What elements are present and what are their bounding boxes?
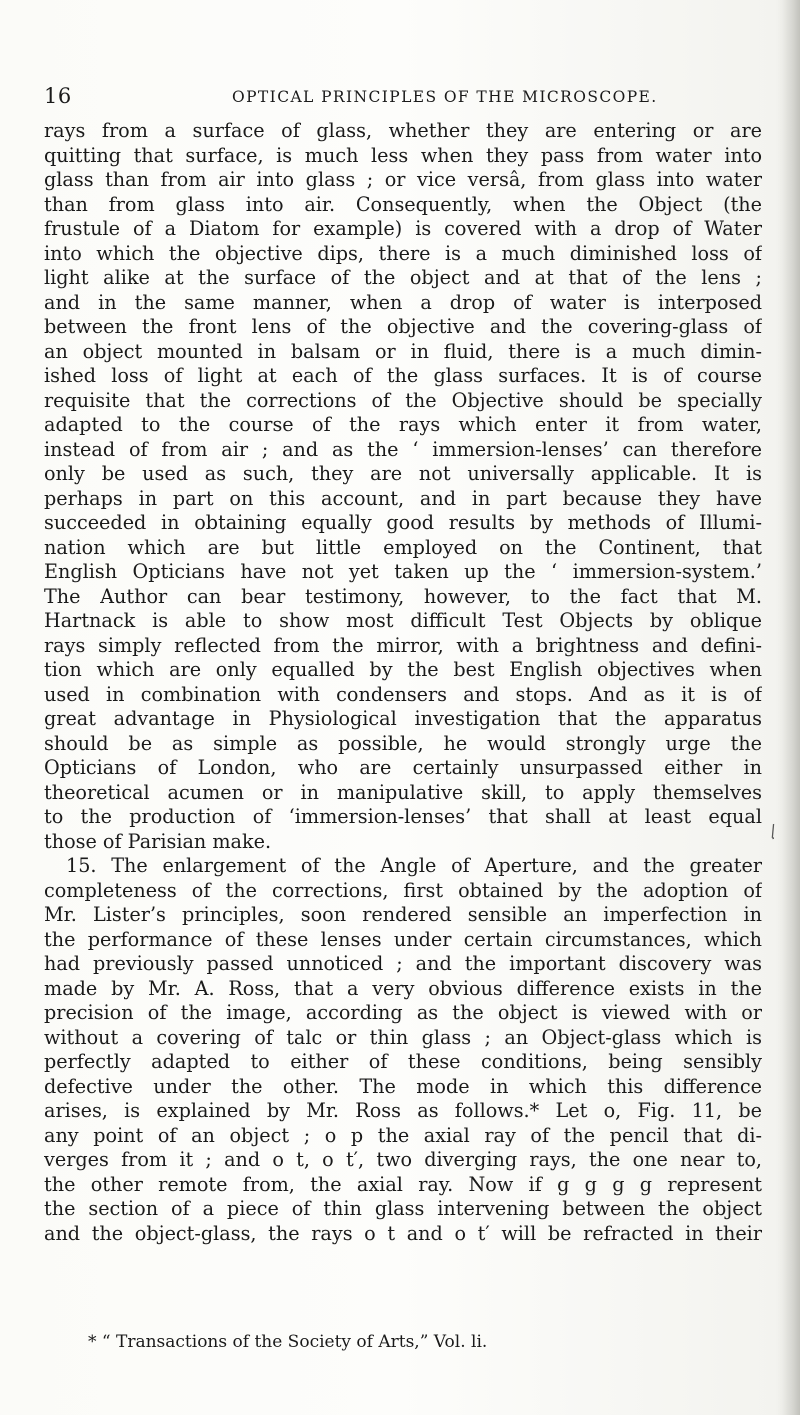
text-line: quitting that surface, is much less when they pass from water into xyxy=(44,143,762,167)
page-number: 16 xyxy=(44,84,72,108)
text-line: succeeded in obtaining equally good results by methods of Illumi- xyxy=(44,511,762,534)
text-line: glass than from air into glass ; or vice versâ, from glass into water xyxy=(44,168,762,191)
text-line: to the production of ‘immersion-lenses’ that shall at least equal xyxy=(44,805,762,828)
text-line: perhaps in part on this account, and in part because they have xyxy=(44,486,762,510)
text-line: rays simply reflected from the mirror, with a brightness and defini- xyxy=(44,633,762,657)
text-line: the performance of these lenses under certain circumstances, which xyxy=(44,927,762,951)
text-line: defective under the other. The mode in which this difference xyxy=(44,1074,762,1098)
body-text xyxy=(44,119,762,1246)
text-line: arises, is explained by Mr. Ross as follows.* Let o, Fig. 11, be xyxy=(44,1099,762,1122)
text-line: instead of from air ; and as the ‘ immersion-lenses’ can therefore xyxy=(44,437,762,461)
text-line: theoretical acumen or in manipulative skill, to apply themselves xyxy=(44,780,762,804)
text-line: adapted to the course of the rays which enter it from water, xyxy=(44,413,762,436)
text-line: and in the same manner, when a drop of water is interposed xyxy=(44,290,762,314)
text-line: frustule of a Diatom for example) is covered with a drop of Water xyxy=(44,217,762,240)
footnote: * “ Transactions of the Society of Arts,” Vol. li. xyxy=(88,1332,488,1352)
text-line: than from glass into air. Consequently, when the Object (the xyxy=(44,192,762,216)
text-line: should be as simple as possible, he would strongly urge the xyxy=(44,731,762,755)
text-line: verges from it ; and o t, o t′, two diverging rays, the one near to, xyxy=(44,1148,762,1171)
text-line: great advantage in Physiological investigation that the apparatus xyxy=(44,707,762,730)
text-line: had previously passed unnoticed ; and the important discovery was xyxy=(44,952,762,975)
text-line: English Opticians have not yet taken up the ‘ immersion-system.’ xyxy=(44,560,762,583)
text-line: perfectly adapted to either of these conditions, being sensibly xyxy=(44,1050,762,1073)
text-line: made by Mr. A. Ross, that a very obvious difference exists in the xyxy=(44,976,762,1000)
page-edge-shadow xyxy=(782,0,800,1415)
text-line: Hartnack is able to show most difficult Test Objects by oblique xyxy=(44,609,762,632)
running-title: OPTICAL PRINCIPLES OF THE MICROSCOPE. xyxy=(232,88,658,106)
text-line: any point of an object ; o p the axial ray of the pencil that di- xyxy=(44,1123,762,1147)
text-line: the section of a piece of thin glass intervening between the object xyxy=(44,1197,762,1220)
text-line: only be used as such, they are not universally applicable. It is xyxy=(44,462,762,485)
text-line: The Author can bear testimony, however, to the fact that M. xyxy=(44,584,762,608)
text-line: precision of the image, according as the object is viewed with or xyxy=(44,1001,762,1024)
text-line: between the front lens of the objective and the covering-glass of xyxy=(44,315,762,338)
text-line: into which the objective dips, there is a much diminished loss of xyxy=(44,241,762,265)
text-line: the other remote from, the axial ray. Now if g g g g represent xyxy=(44,1172,762,1196)
section-15-first-line: 15. The enlargement of the Angle of Aperture, and the greater xyxy=(66,854,762,877)
text-line: light alike at the surface of the object and at that of the lens ; xyxy=(44,266,762,289)
text-line: ished loss of light at each of the glass surfaces. It is of course xyxy=(44,364,762,387)
text-line: tion which are only equalled by the best English objectives when xyxy=(44,658,762,681)
text-line: and the object-glass, the rays o t and o t′ will be refracted in their xyxy=(44,1221,762,1245)
margin-pencil-mark: /̣ xyxy=(768,820,778,841)
paragraph-end-line: those of Parisian make. xyxy=(44,829,272,853)
text-line: completeness of the corrections, first obtained by the adoption of xyxy=(44,878,762,902)
text-line: rays from a surface of glass, whether they are entering or are xyxy=(44,119,762,142)
text-line: used in combination with condensers and stops. And as it is of xyxy=(44,682,762,706)
text-line: nation which are but little employed on the Continent, that xyxy=(44,535,762,559)
text-line: requisite that the corrections of the Objective should be specially xyxy=(44,388,762,412)
text-line: Mr. Lister’s principles, soon rendered sensible an imperfection in xyxy=(44,903,762,926)
text-line: Opticians of London, who are certainly unsurpassed either in xyxy=(44,756,762,779)
text-line: an object mounted in balsam or in fluid, there is a much dimin- xyxy=(44,339,762,363)
text-line: without a covering of talc or thin glass ; an Object-glass which is xyxy=(44,1025,762,1049)
